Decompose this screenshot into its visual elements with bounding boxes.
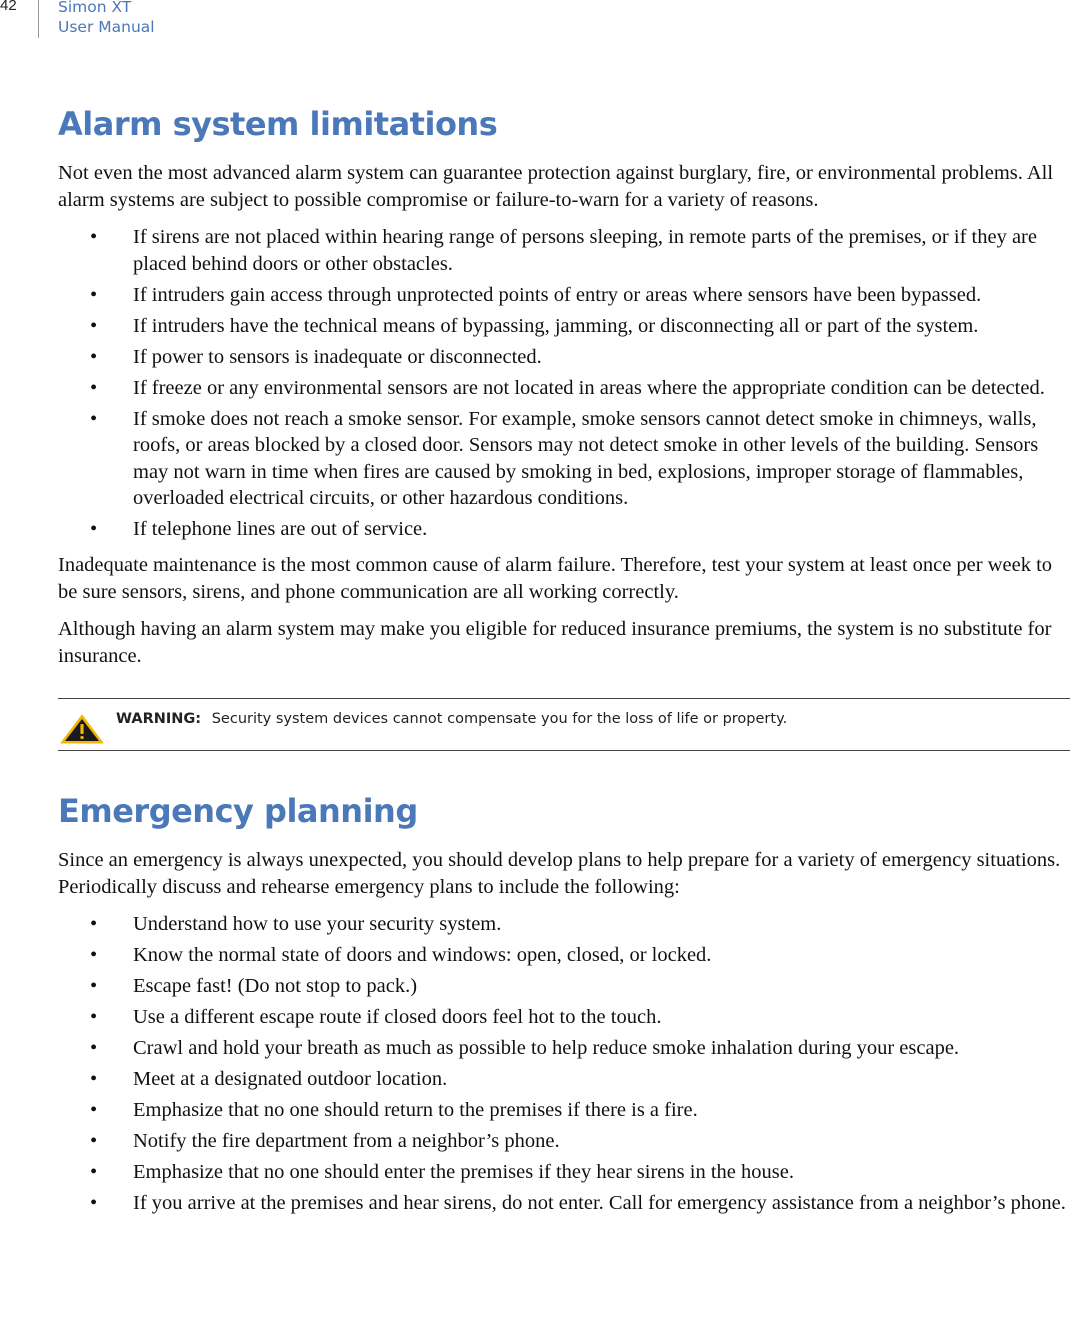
list-item — [58, 1128, 1070, 1155]
maintenance-paragraph: Inadequate maintenance is the most common cause of alarm failure. Therefore, test your system at least once per week to be sure sensors, sirens, and phone communication are all working correctly. — [58, 553, 1053, 603]
bullet-marker: • — [90, 407, 98, 430]
list-item-text: If freeze or any environmental sensors are not located in areas where the appropriate condition can be detected. — [133, 376, 1045, 399]
limitations-list — [58, 224, 1070, 543]
list-item-text: Notify the fire department from a neighbor’s phone. — [133, 1129, 560, 1152]
bullet-marker: • — [90, 1067, 98, 1090]
warning-message — [116, 711, 787, 727]
header-divider — [38, 0, 39, 38]
warning-exclamation-bar — [80, 724, 83, 734]
list-item — [58, 344, 1070, 371]
insurance-paragraph: Although having an alarm system may make you eligible for reduced insurance premiums, the system is no substitute for insurance. — [58, 617, 1052, 667]
warning-body: Security system devices cannot compensate you for the loss of life or property. — [211, 710, 788, 727]
bullet-marker: • — [90, 974, 98, 997]
bullet-marker: • — [90, 1129, 98, 1152]
warning-triangle-icon — [60, 714, 104, 744]
bullet-marker: • — [90, 283, 98, 306]
bullet-marker: • — [90, 1005, 98, 1028]
section-title: Emergency planning — [58, 791, 418, 830]
list-item — [58, 375, 1070, 402]
page-number: 42 — [0, 0, 17, 14]
list-item-text: If intruders have the technical means of bypassing, jamming, or disconnecting all or part of the system. — [133, 314, 979, 337]
list-item — [58, 282, 1070, 309]
list-item-text: If power to sensors is inadequate or disconnected. — [133, 345, 542, 368]
list-item-text: If you arrive at the premises and hear sirens, do not enter. Call for emergency assistance from a neighbor’s phone. — [133, 1191, 1066, 1214]
bullet-marker: • — [90, 376, 98, 399]
bullet-marker: • — [90, 1191, 98, 1214]
list-item — [58, 1066, 1070, 1093]
running-header — [58, 0, 155, 37]
list-item — [58, 942, 1070, 969]
list-item — [58, 973, 1070, 1000]
list-item-text: If telephone lines are out of service. — [133, 518, 428, 540]
bullet-marker: • — [90, 1160, 98, 1183]
intro-paragraph: Not even the most advanced alarm system can guarantee protection against burglary, fire, or environmental problems. All alarm systems are subject to possible compromise or failure-to-warn for a variety of reasons. — [58, 162, 1054, 211]
bullet-marker: • — [90, 1036, 98, 1059]
emergency-steps-list — [58, 911, 1070, 1217]
bullet-marker: • — [90, 345, 98, 368]
product-name: Simon XT — [58, 0, 132, 16]
list-item — [58, 911, 1070, 938]
list-item-text: Crawl and hold your breath as much as possible to help reduce smoke inhalation during your escape. — [133, 1036, 960, 1059]
list-item-text: If intruders gain access through unprotected points of entry or areas where sensors have been bypassed. — [133, 283, 982, 306]
list-item-text: Understand how to use your security system. — [133, 912, 502, 935]
list-item-text: If smoke does not reach a smoke sensor. For example, smoke sensors cannot detect smoke in chimneys, walls, roofs, or areas blocked by a closed door. Sensors may not detect smoke in other levels of the building. Sensors may not warn in time when fires are caused by smoking in bed, explosions, improper storage of flammables, overloaded electrical circuits, or other hazardous conditions. — [133, 407, 1039, 509]
bullet-marker: • — [90, 518, 98, 540]
warning-callout — [58, 698, 1070, 751]
list-item — [58, 406, 1070, 512]
list-item — [58, 1190, 1070, 1217]
bullet-marker: • — [90, 943, 98, 966]
bullet-marker: • — [90, 1098, 98, 1121]
list-item-text: Emphasize that no one should return to the premises if there is a fire. — [133, 1098, 698, 1121]
list-item — [58, 1097, 1070, 1124]
list-item — [58, 224, 1070, 277]
list-item — [58, 1159, 1070, 1186]
warning-exclamation-dot — [80, 736, 83, 739]
section-title: Alarm system limitations — [58, 105, 498, 143]
doc-type: User Manual — [58, 18, 155, 36]
list-item-text: Know the normal state of doors and windows: open, closed, or locked. — [133, 943, 712, 966]
page-header — [0, 0, 400, 40]
bullet-marker: • — [90, 314, 98, 337]
section-emergency-planning — [58, 789, 1070, 1217]
bullet-marker: • — [90, 912, 98, 935]
list-item — [58, 1035, 1070, 1062]
list-item-text: Emphasize that no one should enter the premises if they hear sirens in the house. — [133, 1160, 794, 1183]
intro-paragraph: Since an emergency is always unexpected, you should develop plans to help prepare for a variety of emergency situations. Periodically discuss and rehearse emergency plans to include the following: — [58, 848, 1061, 898]
list-item — [58, 516, 1070, 543]
warning-label: WARNING: — [116, 710, 202, 727]
page-content — [58, 102, 1070, 1225]
list-item-text: Use a different escape route if closed doors feel hot to the touch. — [133, 1005, 662, 1028]
list-item — [58, 1004, 1070, 1031]
list-item-text: Escape fast! (Do not stop to pack.) — [133, 974, 418, 997]
list-item-text: If sirens are not placed within hearing range of persons sleeping, in remote parts of the premises, or if they are placed behind doors or other obstacles. — [133, 226, 1037, 275]
list-item-text: Meet at a designated outdoor location. — [133, 1067, 448, 1090]
section-alarm-limitations — [58, 102, 1070, 670]
list-item — [58, 313, 1070, 340]
bullet-marker: • — [90, 226, 98, 248]
